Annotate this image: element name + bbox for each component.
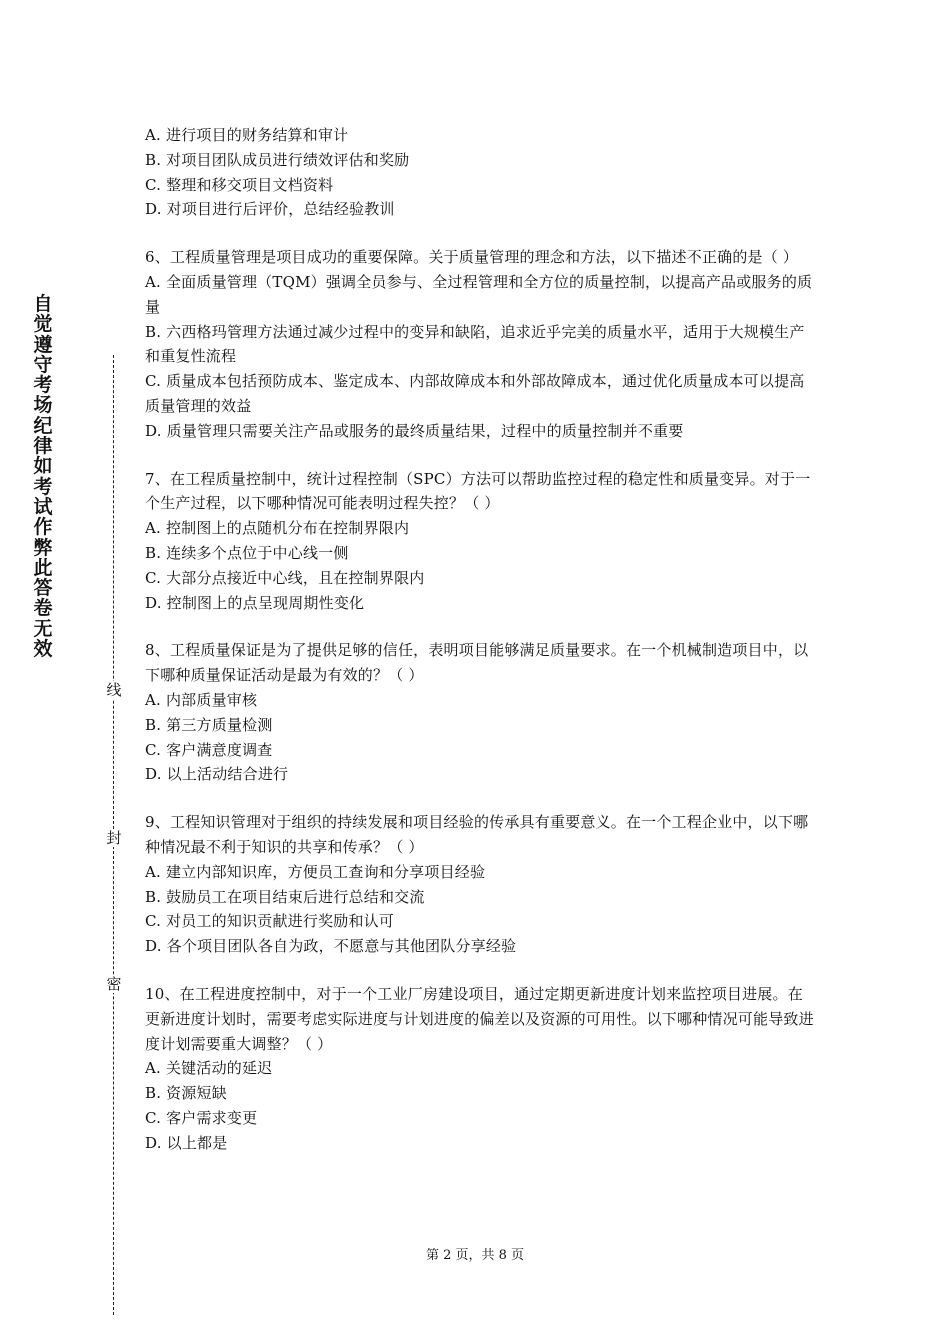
question-10 bbox=[145, 982, 817, 1156]
option-a: A. 关键活动的延迟 bbox=[145, 1059, 273, 1078]
option-d: D. 各个项目团队各自为政，不愿意与其他团队分享经验 bbox=[145, 937, 517, 956]
question-7 bbox=[145, 467, 817, 616]
option-d: D. 以上都是 bbox=[145, 1133, 228, 1152]
option-c: C. 质量成本包括预防成本、鉴定成本、内部故障成本和外部故障成本，通过优化质量成本可以提高质量管理的效益 bbox=[145, 372, 805, 415]
option-c: C. 大部分点接近中心线，且在控制界限内 bbox=[145, 568, 425, 587]
question-stem: 8、工程质量保证是为了提供足够的信任，表明项目能够满足质量要求。在一个机械制造项目中，以下哪种质量保证活动是最为有效的？（ ） bbox=[145, 641, 809, 685]
option-d: D. 控制图上的点呈现周期性变化 bbox=[145, 593, 365, 612]
question-stem: 7、在工程质量控制中，统计过程控制（SPC）方法可以帮助监控过程的稳定性和质量变异。对于一个生产过程，以下哪种情况可能表明过程失控？（ ） bbox=[145, 469, 811, 513]
option-c: C. 对员工的知识贡献进行奖励和认可 bbox=[145, 912, 395, 931]
option-a: A. 内部质量审核 bbox=[145, 690, 258, 709]
question-stem: 6、工程质量管理是项目成功的重要保障。关于质量管理的理念和方法，以下描述不正确的是（ ） bbox=[145, 248, 799, 267]
option-b: B. 六西格玛管理方法通过减少过程中的变异和缺陷，追求近乎完美的质量水平，适用于大规模生产和重复性流程 bbox=[145, 322, 805, 366]
option-b: B. 连续多个点位于中心线一侧 bbox=[145, 543, 349, 562]
option-a: A. 进行项目的财务结算和审计 bbox=[145, 126, 349, 144]
option-d: D. 对项目进行后评价，总结经验教训 bbox=[145, 200, 395, 219]
page-number: 第 2 页，共 8 页 bbox=[425, 1248, 525, 1263]
option-d: D. 以上活动结合进行 bbox=[145, 765, 289, 784]
question-8 bbox=[145, 638, 817, 787]
option-b: B. 鼓励员工在项目结束后进行总结和交流 bbox=[145, 887, 425, 906]
option-a: A. 建立内部知识库，方便员工查询和分享项目经验 bbox=[145, 862, 486, 881]
question-5-continued bbox=[145, 123, 817, 222]
question-stem: 10、在工程进度控制中，对于一个工业厂房建设项目，通过定期更新进度计划来监控项目进展。在更新进度计划时，需要考虑实际进度与计划进度的偏差以及资源的可用性。以下哪种情况可能导致进度计划需要重大调整？（ ） bbox=[145, 984, 814, 1053]
option-b: B. 第三方质量检测 bbox=[145, 715, 273, 734]
cut-label-secret: 密 bbox=[106, 975, 122, 993]
option-a: A. 全面质量管理（TQM）强调全员参与、全过程管理和全方位的质量控制，以提高产品或服务的质量 bbox=[145, 272, 813, 316]
option-b: B. 资源短缺 bbox=[145, 1084, 227, 1103]
cut-label-seal: 封 bbox=[106, 829, 122, 847]
option-c: C. 客户满意度调查 bbox=[145, 740, 273, 759]
option-a: A. 控制图上的点随机分布在控制界限内 bbox=[145, 519, 410, 538]
question-6 bbox=[145, 245, 817, 443]
option-c: C. 客户需求变更 bbox=[145, 1108, 258, 1127]
cut-label-line: 线 bbox=[106, 681, 122, 699]
option-c: C. 整理和移交项目文档资料 bbox=[145, 175, 334, 194]
exam-discipline-slogan: 自觉遵守考场纪律如考试作弊此答卷无效 bbox=[33, 293, 53, 661]
question-9 bbox=[145, 810, 817, 959]
option-b: B. 对项目团队成员进行绩效评估和奖励 bbox=[145, 150, 410, 169]
question-list bbox=[145, 123, 817, 1178]
question-stem: 9、工程知识管理对于组织的持续发展和项目经验的传承具有重要意义。在一个工程企业中，以下哪种情况最不利于知识的共享和传承？（ ） bbox=[145, 813, 809, 856]
option-d: D. 质量管理只需要关注产品或服务的最终质量结果，过程中的质量控制并不重要 bbox=[145, 421, 684, 440]
